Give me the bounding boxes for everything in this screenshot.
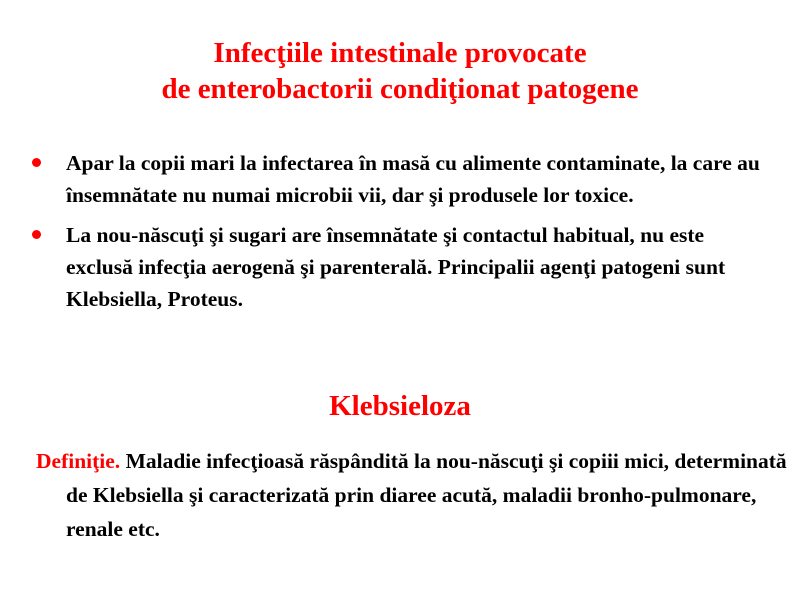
bullet-item [30, 147, 770, 211]
definition-text: Maladie infecţioasă răspândită la nou-născuţi şi copiii mici, determinată de Klebsiella şi caracterizată prin diaree acută, maladii bronho-pulmonare, renale etc. [66, 449, 787, 541]
bullet-item [30, 219, 770, 315]
section-title: Klebsieloza [329, 390, 471, 422]
bullet-text: Apar la copii mari la infectarea în masă cu alimente contaminate, la care au însemnătate nu numai microbii vii, dar şi produsele lor toxice. [66, 151, 760, 207]
definition-paragraph [36, 444, 796, 546]
title-line-1: Infecţiile intestinale provocate [213, 37, 587, 69]
page-title [0, 35, 800, 107]
bullet-dot-icon [32, 230, 41, 239]
title-line-2: de enterobactorii condiţionat patogene [161, 73, 639, 105]
bullet-text: La nou-născuţi şi sugari are însemnătate şi contactul habitual, nu este exclusă infecţia aerogenă şi parenterală. Principalii agenţi patogeni sunt Klebsiella, Proteus. [66, 223, 726, 311]
definition-label: Definiţie. [36, 449, 121, 473]
bullet-list [30, 147, 770, 323]
bullet-dot-icon [32, 158, 41, 167]
